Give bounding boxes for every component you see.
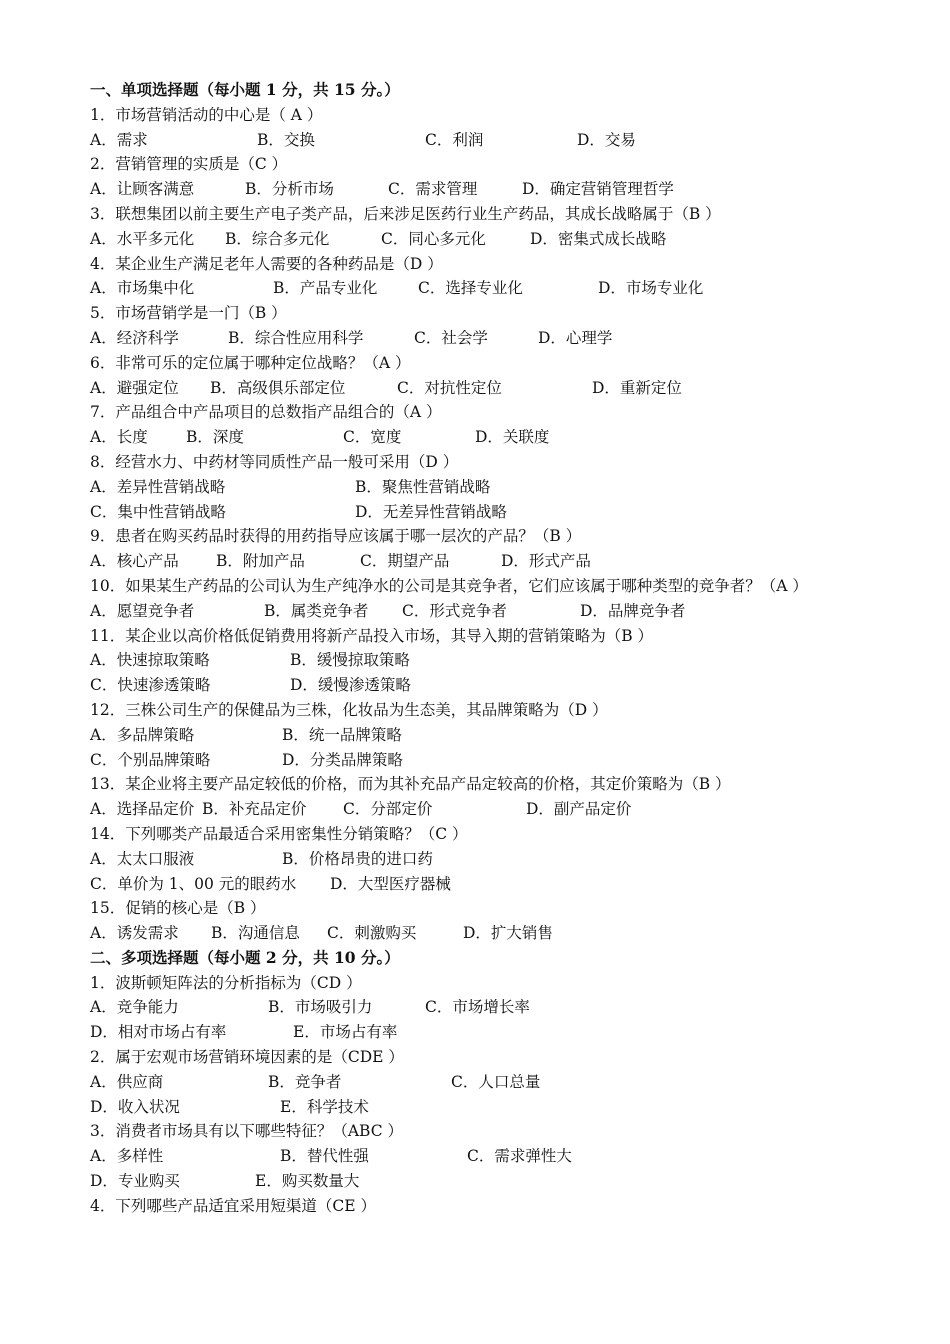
option-row — [90, 425, 910, 450]
exam-document — [90, 78, 910, 1219]
option-row — [90, 648, 910, 673]
answer-option: B．补充品定价 — [202, 800, 307, 819]
question-stem: 5．市场营销学是一门（B ） — [90, 304, 287, 323]
answer-option: D．品牌竞争者 — [580, 601, 686, 620]
answer-option: C．集中性营销战略 — [90, 502, 226, 521]
answer-option: A．需求 — [90, 130, 148, 149]
question-stem: 1．市场营销活动的中心是（ A ） — [90, 105, 323, 124]
answer-option: B．替代性强 — [280, 1147, 369, 1166]
option-row — [90, 276, 910, 301]
answer-option: B．沟通信息 — [211, 924, 300, 943]
answer-option: A．愿望竞争者 — [90, 601, 195, 620]
answer-option: A．选择品定价 — [90, 800, 195, 819]
option-row — [90, 995, 910, 1020]
answer-option: D．市场专业化 — [598, 279, 704, 298]
answer-option: D．形式产品 — [501, 552, 591, 571]
option-row — [90, 475, 910, 500]
question-stem: 6．非常可乐的定位属于哪种定位战略？（A ） — [90, 353, 411, 372]
option-row — [90, 549, 910, 574]
option-row — [90, 376, 910, 401]
question-stem: 13．某企业将主要产品定较低的价格，而为其补充品产品定较高的价格，其定价策略为（B ） — [90, 775, 731, 794]
answer-option: D．收入状况 — [90, 1097, 180, 1116]
option-row — [90, 872, 910, 897]
question-stem: 3．联想集团以前主要生产电子类产品，后来涉足医药行业生产药品，其成长战略属于（B ） — [90, 204, 721, 223]
question-stem: 8．经营水力、中药材等同质性产品一般可采用（D ） — [90, 452, 459, 471]
answer-option: B．综合性应用科学 — [228, 328, 364, 347]
option-row — [90, 177, 910, 202]
answer-option: D．缓慢渗透策略 — [290, 676, 411, 695]
question-stem: 10．如果某生产药品的公司认为生产纯净水的公司是其竞争者，它们应该属于哪种类型的竞争者？（A ） — [90, 576, 808, 595]
answer-option: A．差异性营销战略 — [90, 477, 226, 496]
answer-option: B．价格昂贵的进口药 — [282, 849, 433, 868]
question-stem: 2．营销管理的实质是（C ） — [90, 155, 288, 174]
answer-option: D．心理学 — [538, 328, 613, 347]
option-row — [90, 723, 910, 748]
answer-option: A．太太口服液 — [90, 849, 195, 868]
answer-option: B．交换 — [257, 130, 315, 149]
answer-option: D．副产品定价 — [526, 800, 632, 819]
answer-option: D．重新定位 — [592, 378, 682, 397]
option-row — [90, 599, 910, 624]
question-stem: 14．下列哪类产品最适合采用密集性分销策略？（C ） — [90, 824, 468, 843]
question-stem: 4．某企业生产满足老年人需要的各种药品是（D ） — [90, 254, 443, 273]
answer-option: C．利润 — [425, 130, 484, 149]
answer-option: D．分类品牌策略 — [282, 750, 403, 769]
answer-option: E．市场占有率 — [293, 1023, 398, 1042]
answer-option: B．高级俱乐部定位 — [210, 378, 346, 397]
answer-option: B．统一品牌策略 — [282, 725, 402, 744]
question-stem: 1．波斯顿矩阵法的分析指标为（CD ） — [90, 973, 362, 992]
option-row — [90, 847, 910, 872]
option-row — [90, 326, 910, 351]
answer-option: C．人口总量 — [451, 1072, 541, 1091]
answer-option: B．属类竞争者 — [264, 601, 369, 620]
answer-option: B．综合多元化 — [225, 229, 330, 248]
question-stem: 7．产品组合中产品项目的总数指产品组合的（A ） — [90, 403, 442, 422]
answer-option: C．形式竞争者 — [402, 601, 507, 620]
answer-option: C．个别品牌策略 — [90, 750, 211, 769]
answer-option: B．市场吸引力 — [268, 998, 373, 1017]
option-row — [90, 227, 910, 252]
answer-option: D．相对市场占有率 — [90, 1023, 227, 1042]
answer-option: A．多品牌策略 — [90, 725, 195, 744]
option-row — [90, 1070, 910, 1095]
answer-option: C．刺激购买 — [327, 924, 417, 943]
answer-option: B．聚焦性营销战略 — [355, 477, 491, 496]
answer-option: C．对抗性定位 — [397, 378, 502, 397]
answer-option: B．产品专业化 — [273, 279, 378, 298]
answer-option: C．分部定价 — [343, 800, 433, 819]
answer-option: C．需求弹性大 — [467, 1147, 572, 1166]
answer-option: D．密集式成长战略 — [530, 229, 667, 248]
answer-option: A．快速掠取策略 — [90, 651, 210, 670]
option-row — [90, 1095, 910, 1120]
question-stem: 3．消费者市场具有以下哪些特征？（ABC ） — [90, 1122, 404, 1141]
answer-option: B．深度 — [186, 428, 244, 447]
answer-option: C．同心多元化 — [381, 229, 486, 248]
answer-option: A．水平多元化 — [90, 229, 195, 248]
answer-option: E．科学技术 — [280, 1097, 369, 1116]
answer-option: C．社会学 — [414, 328, 488, 347]
answer-option: D．扩大销售 — [463, 924, 553, 943]
answer-option: B．分析市场 — [245, 180, 334, 199]
answer-option: A．诱发需求 — [90, 924, 179, 943]
question-stem: 9．患者在购买药品时获得的用药指导应该属于哪一层次的产品？（B ） — [90, 527, 582, 546]
answer-option: A．供应商 — [90, 1072, 164, 1091]
question-stem: 11．某企业以高价格低促销费用将新产品投入市场，其导入期的营销策略为（B ） — [90, 626, 654, 645]
answer-option: C．选择专业化 — [418, 279, 523, 298]
question-stem: 12．三株公司生产的保健品为三株，化妆品为生态美，其品牌策略为（D ） — [90, 700, 608, 719]
answer-option: B．附加产品 — [216, 552, 305, 571]
option-row — [90, 1169, 910, 1194]
answer-option: A．长度 — [90, 428, 148, 447]
option-row — [90, 1020, 910, 1045]
option-row — [90, 500, 910, 525]
answer-option: C．需求管理 — [388, 180, 478, 199]
answer-option: D．交易 — [577, 130, 636, 149]
answer-option: D．专业购买 — [90, 1172, 180, 1191]
answer-option: D．大型医疗器械 — [330, 874, 451, 893]
answer-option: A．竞争能力 — [90, 998, 179, 1017]
answer-option: A．市场集中化 — [90, 279, 195, 298]
answer-option: C．单价为 1、00 元的眼药水 — [90, 874, 297, 893]
answer-option: A．多样性 — [90, 1147, 164, 1166]
option-row — [90, 1144, 910, 1169]
answer-option: D．关联度 — [475, 428, 550, 447]
answer-option: A．经济科学 — [90, 328, 179, 347]
question-stem: 4．下列哪些产品适宜采用短渠道（CE ） — [90, 1196, 376, 1215]
answer-option: A．让顾客满意 — [90, 180, 195, 199]
answer-option: B．缓慢掠取策略 — [290, 651, 410, 670]
option-row — [90, 748, 910, 773]
option-row — [90, 921, 910, 946]
answer-option: A．核心产品 — [90, 552, 179, 571]
option-row — [90, 797, 910, 822]
answer-option: D．无差异性营销战略 — [355, 502, 507, 521]
answer-option: C．期望产品 — [360, 552, 450, 571]
section-heading: 一、单项选择题（每小题 1 分，共 15 分。） — [90, 80, 400, 99]
option-row — [90, 128, 910, 153]
answer-option: C．快速渗透策略 — [90, 676, 211, 695]
answer-option: A．避强定位 — [90, 378, 179, 397]
section-heading: 二、多项选择题（每小题 2 分，共 10 分。） — [90, 947, 400, 967]
answer-option: B．竞争者 — [268, 1072, 342, 1091]
answer-option: C．宽度 — [343, 428, 402, 447]
answer-option: E．购买数量大 — [255, 1172, 360, 1191]
answer-option: C．市场增长率 — [425, 998, 530, 1017]
question-stem: 2．属于宏观市场营销环境因素的是（CDE ） — [90, 1048, 404, 1067]
question-stem: 15．促销的核心是（B ） — [90, 899, 266, 918]
answer-option: D．确定营销管理哲学 — [522, 180, 674, 199]
option-row — [90, 673, 910, 698]
